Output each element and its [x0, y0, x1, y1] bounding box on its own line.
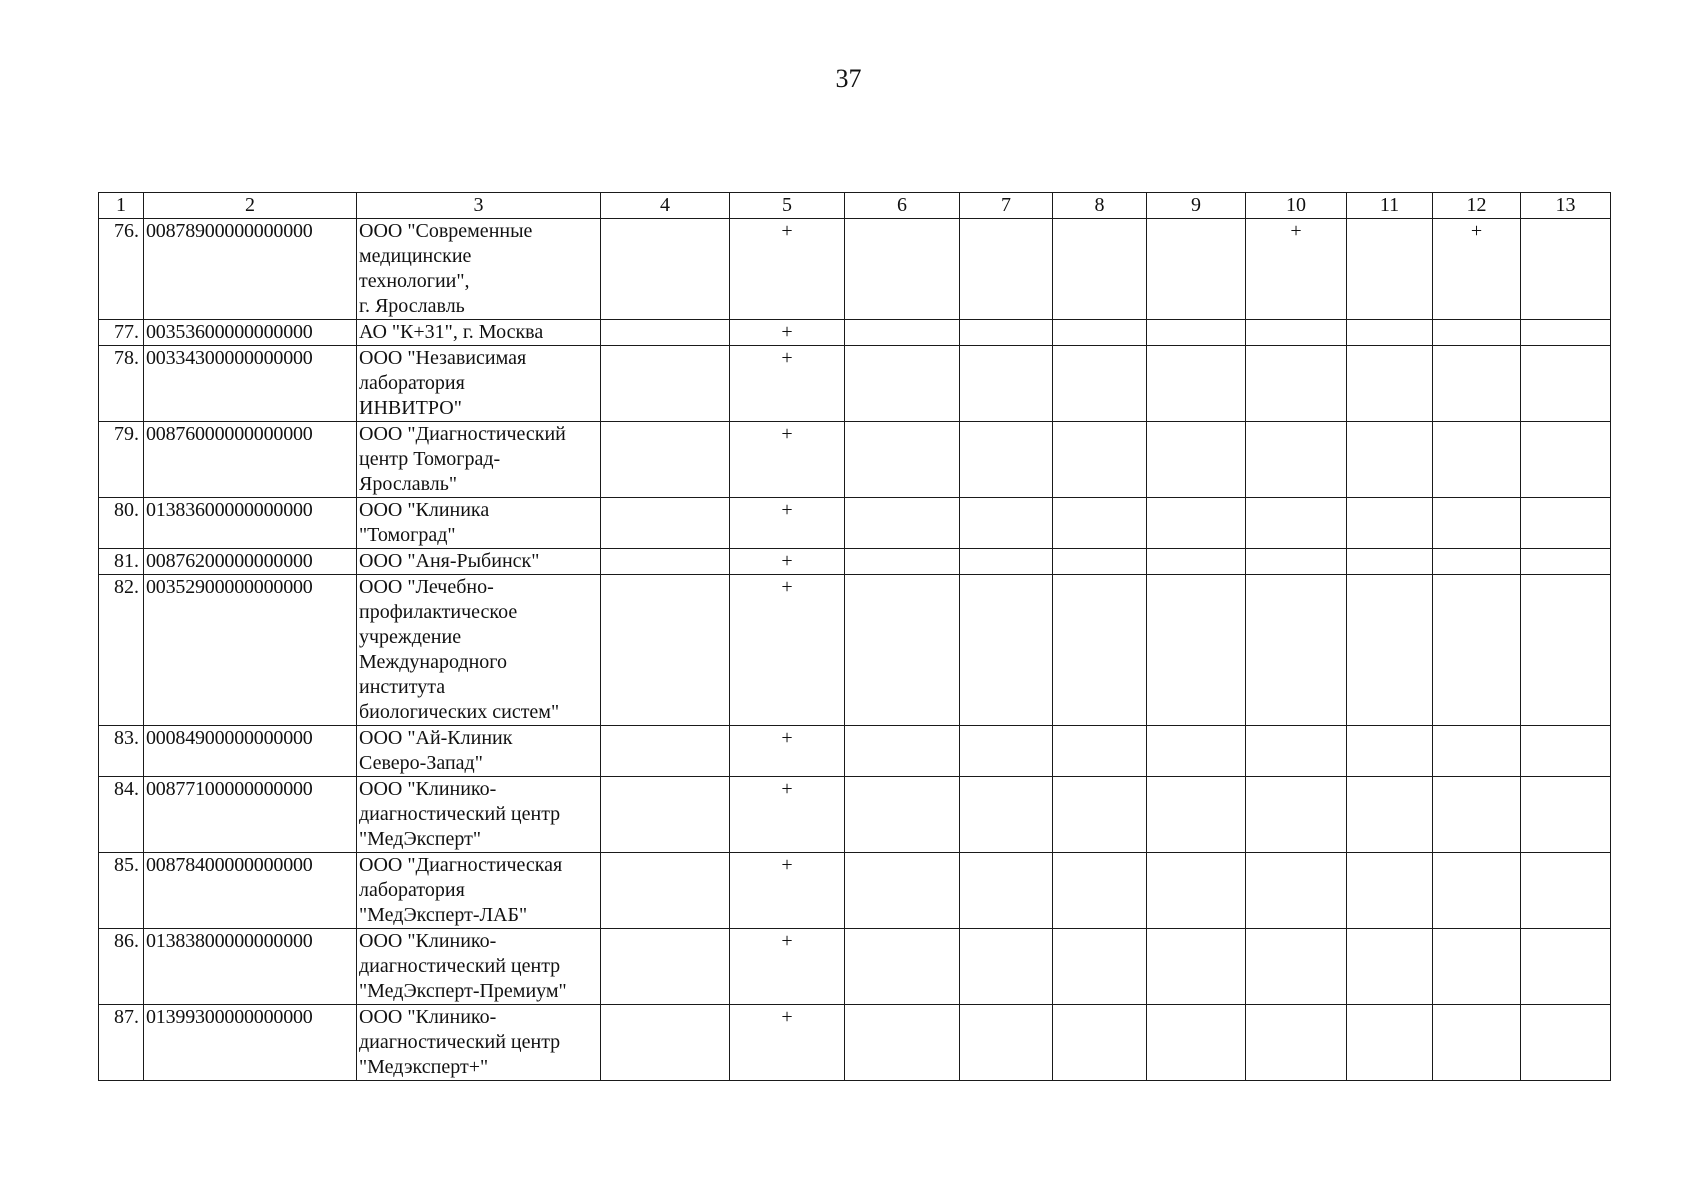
- mark-col-13: [1521, 320, 1611, 346]
- org-name: ООО "Клиника "Томоград": [357, 498, 601, 549]
- mark-col-6: [845, 498, 960, 549]
- mark-col-7: [960, 219, 1053, 320]
- org-name: ООО "Клинико- диагностический центр "Медэксперт+": [357, 1005, 601, 1081]
- column-header-4: 4: [601, 193, 730, 219]
- mark-col-8: [1053, 346, 1147, 422]
- mark-col-13: [1521, 549, 1611, 575]
- mark-col-12: [1433, 929, 1521, 1005]
- mark-col-6: [845, 346, 960, 422]
- mark-col-6: [845, 422, 960, 498]
- row-number: 78.: [99, 346, 144, 422]
- page-number: 37: [835, 64, 862, 93]
- org-code: 00352900000000000: [144, 575, 357, 726]
- mark-col-12: [1433, 575, 1521, 726]
- mark-col-7: [960, 346, 1053, 422]
- mark-col-5: +: [730, 1005, 845, 1081]
- mark-col-4: [601, 929, 730, 1005]
- table-row: [99, 929, 1611, 1005]
- mark-col-13: [1521, 777, 1611, 853]
- table-row: [99, 498, 1611, 549]
- mark-col-8: [1053, 320, 1147, 346]
- mark-col-8: [1053, 549, 1147, 575]
- mark-col-10: [1246, 320, 1347, 346]
- org-code: 00084900000000000: [144, 726, 357, 777]
- row-number: 80.: [99, 498, 144, 549]
- mark-col-13: [1521, 219, 1611, 320]
- mark-col-10: +: [1246, 219, 1347, 320]
- mark-col-4: [601, 498, 730, 549]
- mark-col-6: [845, 320, 960, 346]
- row-number: 86.: [99, 929, 144, 1005]
- mark-col-7: [960, 777, 1053, 853]
- mark-col-11: [1347, 346, 1433, 422]
- mark-col-9: [1147, 575, 1246, 726]
- mark-col-6: [845, 929, 960, 1005]
- mark-col-9: [1147, 726, 1246, 777]
- org-name: ООО "Ай-Клиник Северо-Запад": [357, 726, 601, 777]
- mark-col-13: [1521, 498, 1611, 549]
- mark-col-9: [1147, 320, 1246, 346]
- mark-col-5: +: [730, 853, 845, 929]
- mark-col-8: [1053, 929, 1147, 1005]
- mark-col-8: [1053, 422, 1147, 498]
- mark-col-9: [1147, 777, 1246, 853]
- mark-col-11: [1347, 219, 1433, 320]
- mark-col-11: [1347, 549, 1433, 575]
- header-row: [99, 193, 1611, 219]
- mark-col-4: [601, 726, 730, 777]
- mark-col-8: [1053, 1005, 1147, 1081]
- mark-col-10: [1246, 346, 1347, 422]
- mark-col-5: +: [730, 422, 845, 498]
- org-name: ООО "Лечебно- профилактическое учреждение Международного института биологических систем": [357, 575, 601, 726]
- mark-col-5: +: [730, 498, 845, 549]
- mark-col-6: [845, 575, 960, 726]
- org-code: 01383800000000000: [144, 929, 357, 1005]
- mark-col-12: +: [1433, 219, 1521, 320]
- mark-col-11: [1347, 777, 1433, 853]
- mark-col-4: [601, 549, 730, 575]
- org-code: 00877100000000000: [144, 777, 357, 853]
- mark-col-9: [1147, 422, 1246, 498]
- mark-col-8: [1053, 498, 1147, 549]
- mark-col-11: [1347, 575, 1433, 726]
- mark-col-4: [601, 346, 730, 422]
- mark-col-9: [1147, 929, 1246, 1005]
- mark-col-4: [601, 219, 730, 320]
- table-row: [99, 726, 1611, 777]
- mark-col-12: [1433, 320, 1521, 346]
- mark-col-10: [1246, 422, 1347, 498]
- table-row: [99, 777, 1611, 853]
- table-header: [99, 193, 1611, 219]
- mark-col-6: [845, 1005, 960, 1081]
- mark-col-10: [1246, 1005, 1347, 1081]
- mark-col-9: [1147, 219, 1246, 320]
- mark-col-11: [1347, 929, 1433, 1005]
- row-number: 81.: [99, 549, 144, 575]
- mark-col-7: [960, 1005, 1053, 1081]
- mark-col-11: [1347, 853, 1433, 929]
- mark-col-4: [601, 777, 730, 853]
- column-header-2: 2: [144, 193, 357, 219]
- mark-col-6: [845, 726, 960, 777]
- mark-col-4: [601, 575, 730, 726]
- table-row: [99, 422, 1611, 498]
- table-row: [99, 853, 1611, 929]
- mark-col-8: [1053, 853, 1147, 929]
- table-row: [99, 320, 1611, 346]
- row-number: 79.: [99, 422, 144, 498]
- mark-col-7: [960, 549, 1053, 575]
- mark-col-4: [601, 1005, 730, 1081]
- row-number: 76.: [99, 219, 144, 320]
- org-code: 00353600000000000: [144, 320, 357, 346]
- column-header-13: 13: [1521, 193, 1611, 219]
- column-header-1: 1: [99, 193, 144, 219]
- mark-col-5: +: [730, 219, 845, 320]
- table-row: [99, 575, 1611, 726]
- mark-col-5: +: [730, 346, 845, 422]
- org-code: 00876000000000000: [144, 422, 357, 498]
- mark-col-4: [601, 320, 730, 346]
- mark-col-11: [1347, 422, 1433, 498]
- mark-col-9: [1147, 1005, 1246, 1081]
- mark-col-8: [1053, 575, 1147, 726]
- table-row: [99, 549, 1611, 575]
- mark-col-13: [1521, 929, 1611, 1005]
- mark-col-7: [960, 575, 1053, 726]
- mark-col-5: +: [730, 929, 845, 1005]
- mark-col-12: [1433, 777, 1521, 853]
- mark-col-9: [1147, 498, 1246, 549]
- table-row: [99, 219, 1611, 320]
- column-header-3: 3: [357, 193, 601, 219]
- mark-col-12: [1433, 346, 1521, 422]
- mark-col-12: [1433, 549, 1521, 575]
- mark-col-5: +: [730, 726, 845, 777]
- mark-col-12: [1433, 853, 1521, 929]
- org-name: ООО "Диагностическая лаборатория "МедЭксперт-ЛАБ": [357, 853, 601, 929]
- mark-col-11: [1347, 1005, 1433, 1081]
- row-number: 85.: [99, 853, 144, 929]
- column-header-7: 7: [960, 193, 1053, 219]
- column-header-9: 9: [1147, 193, 1246, 219]
- mark-col-5: +: [730, 575, 845, 726]
- mark-col-4: [601, 853, 730, 929]
- mark-col-6: [845, 853, 960, 929]
- org-name: ООО "Независимая лаборатория ИНВИТРО": [357, 346, 601, 422]
- table-row: [99, 346, 1611, 422]
- mark-col-11: [1347, 726, 1433, 777]
- org-name: ООО "Современные медицинские технологии", г. Ярославль: [357, 219, 601, 320]
- mark-col-5: +: [730, 320, 845, 346]
- column-header-10: 10: [1246, 193, 1347, 219]
- mark-col-10: [1246, 498, 1347, 549]
- org-name: ООО "Аня-Рыбинск": [357, 549, 601, 575]
- mark-col-9: [1147, 853, 1246, 929]
- org-code: 00878900000000000: [144, 219, 357, 320]
- mark-col-10: [1246, 853, 1347, 929]
- mark-col-12: [1433, 422, 1521, 498]
- mark-col-4: [601, 422, 730, 498]
- mark-col-7: [960, 929, 1053, 1005]
- mark-col-6: [845, 549, 960, 575]
- org-name: ООО "Клинико- диагностический центр "МедЭксперт-Премиум": [357, 929, 601, 1005]
- mark-col-9: [1147, 549, 1246, 575]
- mark-col-10: [1246, 726, 1347, 777]
- mark-col-7: [960, 853, 1053, 929]
- mark-col-12: [1433, 1005, 1521, 1081]
- mark-col-6: [845, 219, 960, 320]
- org-code: 01383600000000000: [144, 498, 357, 549]
- mark-col-12: [1433, 726, 1521, 777]
- column-header-8: 8: [1053, 193, 1147, 219]
- mark-col-13: [1521, 1005, 1611, 1081]
- mark-col-5: +: [730, 549, 845, 575]
- mark-col-13: [1521, 575, 1611, 726]
- column-header-11: 11: [1347, 193, 1433, 219]
- org-code: 00876200000000000: [144, 549, 357, 575]
- row-number: 77.: [99, 320, 144, 346]
- mark-col-13: [1521, 422, 1611, 498]
- org-code: 00334300000000000: [144, 346, 357, 422]
- mark-col-7: [960, 498, 1053, 549]
- mark-col-8: [1053, 219, 1147, 320]
- column-header-6: 6: [845, 193, 960, 219]
- org-name: ООО "Клинико- диагностический центр "МедЭксперт": [357, 777, 601, 853]
- mark-col-7: [960, 320, 1053, 346]
- row-number: 87.: [99, 1005, 144, 1081]
- row-number: 83.: [99, 726, 144, 777]
- mark-col-13: [1521, 726, 1611, 777]
- mark-col-8: [1053, 726, 1147, 777]
- org-code: 01399300000000000: [144, 1005, 357, 1081]
- org-name: АО "К+31", г. Москва: [357, 320, 601, 346]
- mark-col-10: [1246, 777, 1347, 853]
- registry-table: [98, 192, 1611, 1081]
- org-name: ООО "Диагностический центр Томоград- Ярославль": [357, 422, 601, 498]
- mark-col-8: [1053, 777, 1147, 853]
- mark-col-7: [960, 726, 1053, 777]
- mark-col-13: [1521, 853, 1611, 929]
- table-body: [99, 219, 1611, 1081]
- table-row: [99, 1005, 1611, 1081]
- mark-col-9: [1147, 346, 1246, 422]
- mark-col-6: [845, 777, 960, 853]
- mark-col-12: [1433, 498, 1521, 549]
- mark-col-11: [1347, 498, 1433, 549]
- mark-col-10: [1246, 549, 1347, 575]
- mark-col-5: +: [730, 777, 845, 853]
- row-number: 84.: [99, 777, 144, 853]
- mark-col-10: [1246, 575, 1347, 726]
- column-header-5: 5: [730, 193, 845, 219]
- mark-col-13: [1521, 346, 1611, 422]
- row-number: 82.: [99, 575, 144, 726]
- mark-col-7: [960, 422, 1053, 498]
- column-header-12: 12: [1433, 193, 1521, 219]
- mark-col-10: [1246, 929, 1347, 1005]
- org-code: 00878400000000000: [144, 853, 357, 929]
- mark-col-11: [1347, 320, 1433, 346]
